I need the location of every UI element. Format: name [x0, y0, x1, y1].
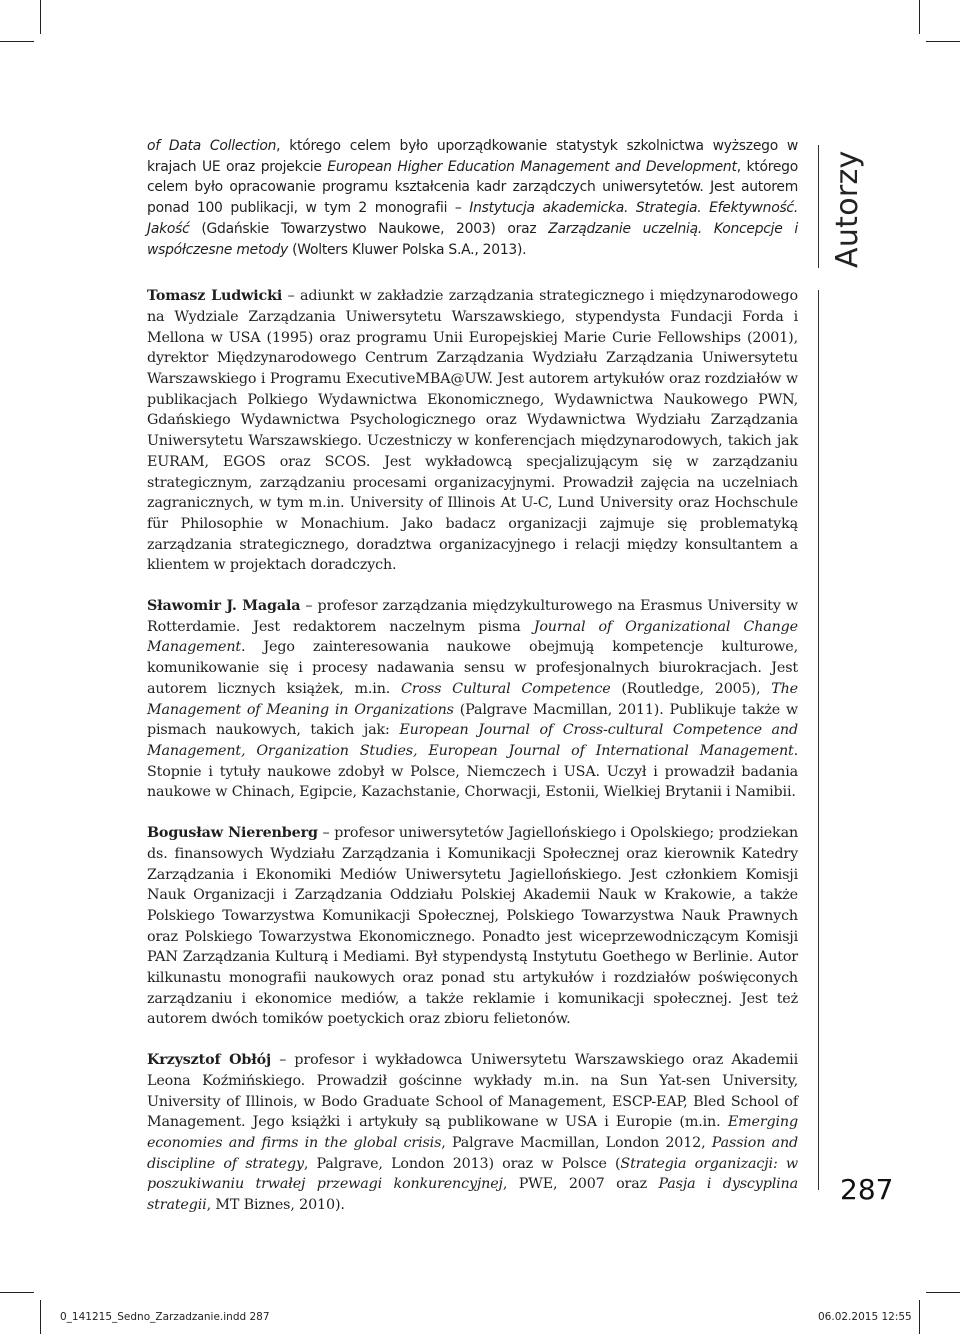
italic-text: Instytucja akademicka. Strategia. Efektywność. Jakość [147, 200, 798, 237]
bio-text: , Palgrave, London 2013) oraz w Polsce ( [303, 1155, 621, 1172]
italic-text: Cross Cultural Competence [401, 680, 611, 697]
author-name: Bogusław Nierenberg [147, 825, 318, 842]
text: (Wolters Kluwer Polska S.A., 2013). [287, 241, 527, 258]
margin-rule-top [818, 145, 819, 268]
bio-text: – profesor uniwersytetów Jagiellońskiego i Opolskiego; prodziekan ds. finansowych Wydziału Zarządzania i Komunikacji Społecznej oraz kierownik Katedry Zarządzania i Ekonomiki Mediów Uniwersytetu Jagiellońskiego. Jest członkiem Komisji Nauk Organizacji i Zarządzania Oddziału Polskiej Akademii Nauk w Krakowie, a także Polskiego Towarzystwa Komunikacji Społecznej, Polskiego Towarzystwa Nauk Prawnych oraz Polskiego Towarzystwa Ekonomicznego. Ponadto jest wiceprzewodniczącym Komisji PAN Zarządzania Kulturą i Mediami. Był stypendystą Instytutu Goethego w Berlinie. Autor kilkunastu monografii naukowych oraz ponad stu artykułów i rozdziałów poświęconych zarządzaniu i ekonomice mediów, a także reklamie i komunikacji społecznej. Jest też autorem dwóch tomików poetyckich oraz zbioru felietonów. [147, 825, 798, 1028]
bio-text: , PWE, 2007 oraz [502, 1176, 659, 1193]
crop-mark [0, 41, 34, 42]
crop-mark [926, 41, 960, 42]
italic-text: Strategia organizacji: w poszukiwaniu trwałej przewagi konkurencyjnej [147, 1155, 798, 1193]
footer-file-info: 0_141215_Sedno_Zarzadzanie.indd 287 [60, 1311, 270, 1323]
italic-text: European Higher Education Management and Development [327, 158, 737, 175]
section-label: Autorzy [830, 150, 865, 268]
bio-magala [147, 596, 798, 803]
main-text [147, 136, 798, 1216]
italic-text: of Data Collection [147, 138, 277, 154]
footer-timestamp: 06.02.2015 12:55 [818, 1311, 912, 1323]
bio-text: , Palgrave Macmillan, London 2012, [441, 1134, 712, 1151]
margin-rule-bottom [818, 290, 819, 1190]
text: , którego celem było uporządkowanie statystyk szkolnictwa wyższego w krajach UE oraz projekcie [147, 138, 798, 175]
italic-text: European Journal of Cross-cultural Competence and Management, Organization Studies, European Journal of International Management [147, 722, 798, 759]
bio-nierenberg [147, 823, 798, 1030]
crop-mark [926, 1292, 960, 1293]
page-number: 287 [840, 1173, 894, 1206]
crop-mark [919, 0, 920, 34]
text: , którego celem było opracowanie programu kształcenia kadr zarządczych uniwersytetów. Jest autorem ponad 100 publikacji, w tym 2 monografii – [147, 158, 798, 217]
italic-text: The Management of Meaning in Organizations [147, 680, 798, 718]
intro-paragraph [147, 136, 798, 260]
bio-text: – adiunkt w zakładzie zarządzania strategicznego i międzynarodowego na Wydziale Zarządzania Uniwersytetu Warszawskiego, stypendysta Fundacji Forda i Mellona w USA (1995) oraz programu Unii Europejskiej Marie Curie Fellowships (2001), dyrektor Międzynarodowego Centrum Zarządzania Wydziału Zarządzania Uniwersytetu Warszawskiego i Programu ExecutiveMBA@UW. Jest autorem artykułów oraz rozdziałów w publikacjach Polkiego Wydawnictwa Ekonomicznego, Wydawnictwa Naukowego PWN, Gdańskiego Wydawnictwa Psychologicznego oraz Wydawnictwa Wydziału Zarządzania Uniwersytetu Warszawskiego. Uczestniczy w konferencjach międzynarodowych, takich jak EURAM, EGOS oraz SCOS. Jest wykładowcą specjalizującym się w zarządzaniu strategicznym, zarządzaniu procesami organizacyjnymi. Prowadził zajęcia na uczelniach zagranicznych, w tym m.in. University of Illinois At U-C, Lund University oraz Hochschule für Philosophie w Monachium. Jako badacz organizacji zajmuje się problematyką zarządzania strategicznego, doradztwa organizacyjnego i relacji między konsultantem a klientem w projektach doradczych. [147, 288, 799, 574]
text: (Gdańskie Towarzystwo Naukowe, 2003) oraz [189, 220, 549, 237]
author-name: Krzysztof Obłój [147, 1052, 272, 1069]
italic-text: Pasja i dyscyplina strategii [147, 1176, 798, 1214]
crop-mark [40, 1300, 41, 1334]
bio-text: – profesor i wykładowca Uniwersytetu Warszawskiego oraz Akademii Leona Koźmińskiego. Prowadził gościnne wykłady m.in. na Sun Yat-sen University, University of Illinois, w Bodo Graduate School of Management, ESCP-EAP, Bled School of Management. Jego książki i artykuły są publikowane w USA i Europie (m.in. [147, 1052, 798, 1131]
bio-text: . Jego zainteresowania naukowe obejmują kompetencje kulturowe, komunikowanie się i procesy nadawania sensu w profesjonalnych biurokracjach. Jest autorem licznych książek, m.in. [147, 639, 798, 697]
bio-text: – profesor zarządzania międzykulturowego na Erasmus University w Rotterdamie. Jest redaktorem naczelnym pisma [147, 598, 798, 635]
italic-text: Passion and discipline of strategy [147, 1134, 799, 1172]
italic-text: Emerging economies and firms in the global crisis [147, 1114, 798, 1151]
bio-ludwicki [147, 286, 798, 576]
author-name: Sławomir J. Magala [147, 598, 301, 615]
crop-mark [919, 1300, 920, 1334]
bio-text: . Stopnie i tytuły naukowe zdobył w Polsce, Niemczech i USA. Uczył i prowadził badania naukowe w Chinach, Egipcie, Kazachstanie, Chorwacji, Estonii, Wielkiej Brytanii i Namibii. [147, 742, 798, 801]
bio-obloj [147, 1050, 798, 1216]
author-name: Tomasz Ludwicki [147, 288, 283, 305]
italic-text: Journal of Organizational Change Management [147, 618, 798, 656]
bio-text: , MT Biznes, 2010). [206, 1197, 345, 1214]
bio-text: (Palgrave Macmillan, 2011). Publikuje także w pismach naukowych, takich jak: [147, 701, 798, 739]
crop-mark [40, 0, 41, 34]
italic-text: Zarządzanie uczelnią. Koncepcje i współczesne metody [147, 220, 798, 258]
crop-mark [0, 1292, 34, 1293]
bio-text: (Routledge, 2005), [610, 680, 772, 697]
